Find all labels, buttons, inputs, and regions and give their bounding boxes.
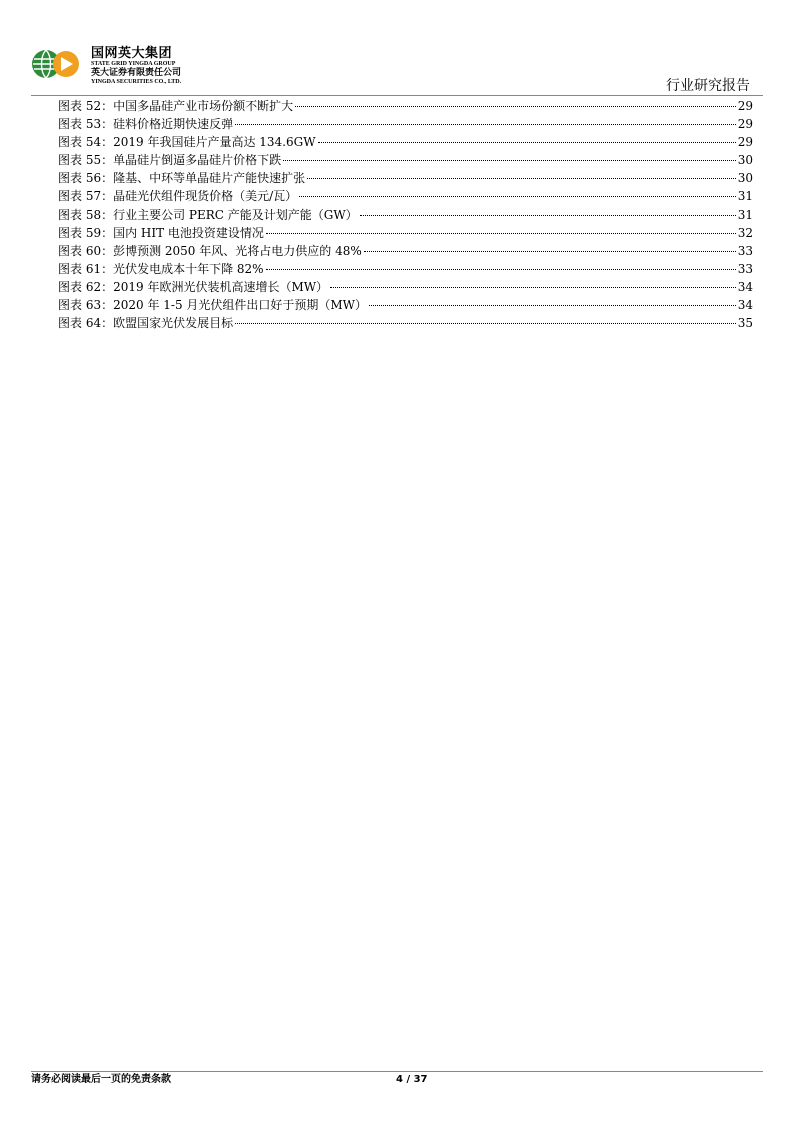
state-grid-logo-icon <box>31 48 81 80</box>
footer-divider <box>31 1071 763 1072</box>
toc-entry-title: 图表 54：2019 年我国硅片产量高达 134.6GW <box>58 135 316 150</box>
toc-entry-page: 31 <box>737 189 753 204</box>
toc-entry[interactable] <box>58 169 753 187</box>
toc-entry-title: 图表 60：彭博预测 2050 年风、光将占电力供应的 48% <box>58 243 362 258</box>
toc-entry-title: 图表 59：国内 HIT 电池投资建设情况 <box>58 225 264 240</box>
toc-entry-title: 图表 57：晶硅光伏组件现货价格（美元/瓦） <box>58 189 298 204</box>
toc-entry-title: 图表 63：2020 年 1-5 月光伏组件出口好于预期（MW） <box>58 298 368 313</box>
toc-entry-page: 34 <box>737 279 753 294</box>
toc-entry[interactable] <box>58 97 753 115</box>
toc-entry[interactable] <box>58 115 753 133</box>
logo-group-name: 国网英大集团 <box>91 46 173 61</box>
toc-dot-leader <box>235 124 736 125</box>
toc-entry[interactable] <box>58 242 753 260</box>
toc-dot-leader <box>235 323 736 324</box>
toc-entry[interactable] <box>58 224 753 242</box>
toc-entry-title: 图表 53：硅料价格近期快速反弹 <box>58 117 234 132</box>
toc-entry-title: 图表 58：行业主要公司 PERC 产能及计划产能（GW） <box>58 207 358 222</box>
toc-dot-leader <box>364 251 736 252</box>
toc-entry-title: 图表 62：2019 年欧洲光伏装机高速增长（MW） <box>58 279 329 294</box>
toc-entry-page: 30 <box>737 153 753 168</box>
toc-dot-leader <box>295 106 736 107</box>
page-indicator: 4 / 37 <box>396 1074 428 1085</box>
toc-entry-title: 图表 56：隆基、中环等单晶硅片产能快速扩张 <box>58 171 306 186</box>
toc-dot-leader <box>307 178 736 179</box>
toc-dot-leader <box>266 233 736 234</box>
header-divider <box>31 95 763 96</box>
toc-entry-title: 图表 52：中国多晶硅产业市场份额不断扩大 <box>58 99 294 113</box>
toc-entry[interactable] <box>58 187 753 205</box>
toc-dot-leader <box>360 215 736 216</box>
toc-entry-title: 图表 64：欧盟国家光伏发展目标 <box>58 316 234 331</box>
toc-entry-page: 30 <box>737 171 753 186</box>
toc-entry-page: 34 <box>737 298 753 313</box>
toc-dot-leader <box>266 269 736 270</box>
toc-entry[interactable] <box>58 296 753 314</box>
toc-dot-leader <box>318 142 736 143</box>
toc-entry[interactable] <box>58 278 753 296</box>
toc-entry-page: 29 <box>737 117 753 132</box>
toc-dot-leader <box>299 196 736 197</box>
toc-dot-leader <box>369 305 736 306</box>
toc-entry-page: 29 <box>737 99 753 113</box>
logo-group-name-en: STATE GRID YINGDA GROUP <box>91 61 176 67</box>
toc-dot-leader <box>330 287 736 288</box>
toc-entry[interactable] <box>58 133 753 151</box>
toc-entry[interactable] <box>58 314 753 332</box>
toc-entry-page: 29 <box>737 135 753 150</box>
toc-entry-page: 35 <box>737 316 753 331</box>
toc-entry-page: 33 <box>737 261 753 276</box>
toc-entry-page: 33 <box>737 243 753 258</box>
toc-entry-page: 32 <box>737 225 753 240</box>
figure-list <box>58 97 753 332</box>
logo-company-name-en: YINGDA SECURITIES CO., LTD. <box>91 79 182 85</box>
toc-dot-leader <box>283 160 736 161</box>
toc-entry-title: 图表 61：光伏发电成本十年下降 82% <box>58 261 264 276</box>
toc-entry-page: 31 <box>737 207 753 222</box>
toc-entry-title: 图表 55：单晶硅片倒逼多晶硅片价格下跌 <box>58 153 282 168</box>
disclaimer-note: 请务必阅读最后一页的免责条款 <box>31 1074 171 1085</box>
logo-company-name: 英大证券有限责任公司 <box>91 68 182 78</box>
report-type-label: 行业研究报告 <box>666 78 750 94</box>
toc-entry[interactable] <box>58 206 753 224</box>
toc-entry[interactable] <box>58 260 753 278</box>
toc-entry[interactable] <box>58 151 753 169</box>
